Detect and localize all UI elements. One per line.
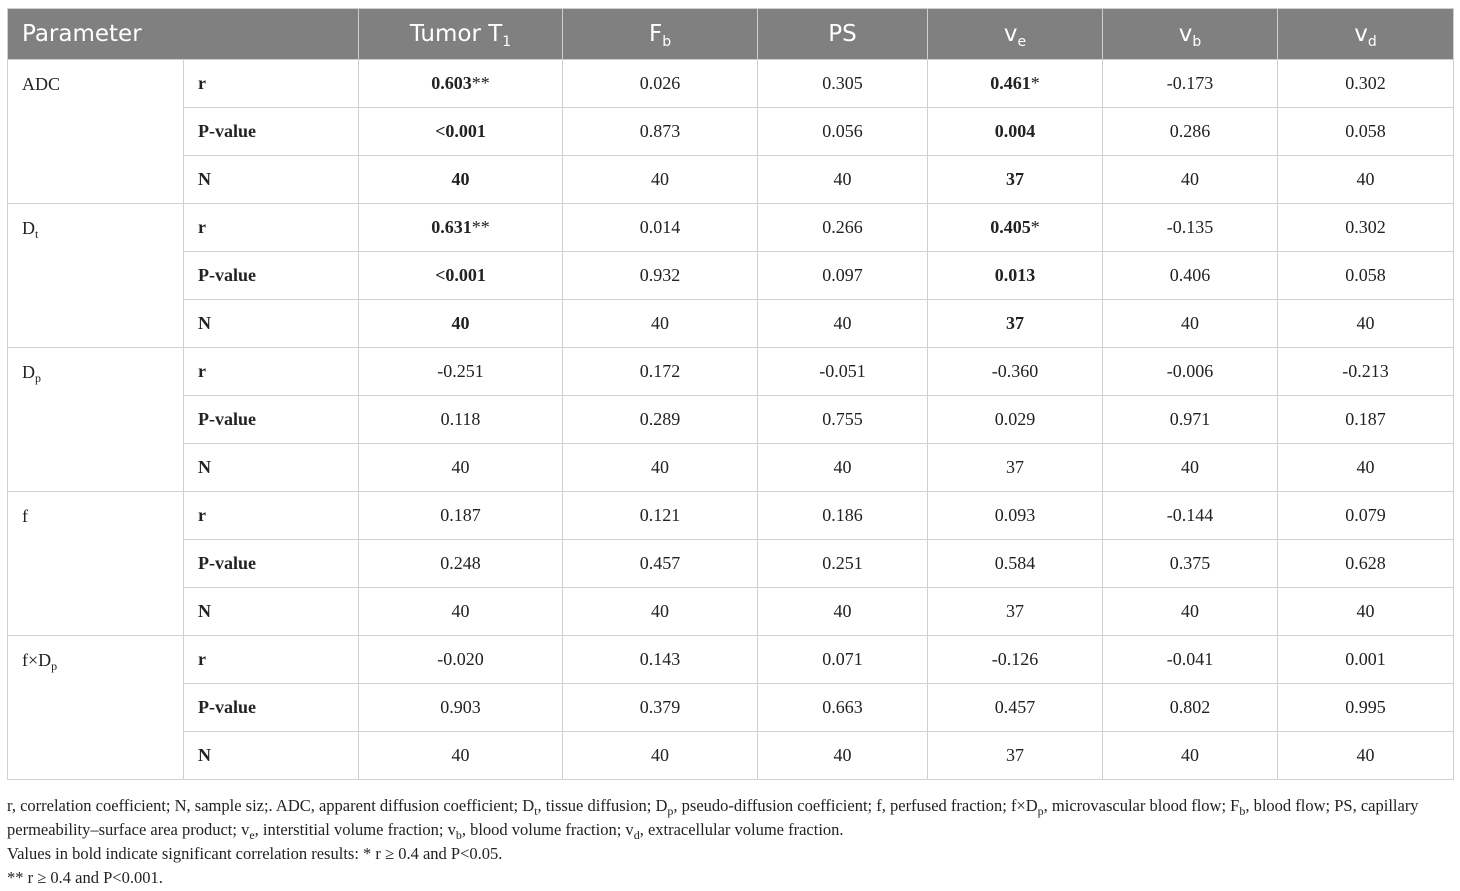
value-cell [758,252,928,300]
table-row [8,204,1454,252]
table-footnote [7,794,1455,890]
value-cell [758,732,928,780]
header-subscript: b [662,34,672,50]
value-cell [928,636,1103,684]
value-cell [1278,732,1454,780]
parameter-name: f×D [22,650,52,670]
value-cell [359,444,563,492]
cell-value: 0.631 [431,217,472,237]
table-row [8,444,1454,492]
cell-value: 0.093 [994,505,1036,525]
value-cell [1278,684,1454,732]
value-cell [563,588,758,636]
header-label: Tumor T [409,21,503,47]
cell-value: 0.013 [994,265,1036,285]
value-cell [1103,252,1278,300]
cell-value: 0.058 [1345,265,1386,285]
cell-value: 40 [651,169,670,189]
header-subscript: e [1017,34,1027,50]
value-cell [928,60,1103,108]
statistic-label: P-value [184,108,359,156]
cell-value: -0.213 [1342,361,1389,381]
value-cell [1278,60,1454,108]
value-cell [758,588,928,636]
cell-value: -0.251 [437,361,484,381]
statistic-label: N [184,156,359,204]
table-row [8,396,1454,444]
value-cell [758,684,928,732]
value-cell [758,300,928,348]
parameter-name: f [22,506,28,526]
value-cell [1278,156,1454,204]
header-label: v [1003,21,1018,47]
value-cell [563,540,758,588]
value-cell [928,444,1103,492]
table-row [8,540,1454,588]
table-row [8,60,1454,108]
value-cell [758,396,928,444]
footnote-subscript: e [249,828,255,842]
value-cell [928,156,1103,204]
footnote-text: , microvascular blood flow; F [1043,796,1240,815]
value-cell [758,636,928,684]
value-cell [1278,444,1454,492]
table-header [8,9,1454,60]
cell-value: 0.026 [639,73,681,93]
value-cell [359,540,563,588]
statistic-label: P-value [184,540,359,588]
header-parameter [8,9,359,60]
value-cell [563,252,758,300]
cell-value: 40 [651,313,670,333]
footnote-text: r, correlation coefficient; N, sample siz;. ADC, apparent diffusion coefficient; D [7,796,535,815]
cell-value: 0.302 [1345,73,1386,93]
cell-value: 40 [1356,745,1375,765]
cell-value: -0.041 [1166,649,1214,669]
value-cell [758,60,928,108]
value-cell [1278,108,1454,156]
cell-value: 0.001 [1345,649,1386,669]
value-cell [1103,60,1278,108]
cell-value: -0.135 [1166,217,1214,237]
cell-value: 0.058 [1345,121,1386,141]
header-label: v [1178,21,1193,47]
value-cell [1278,540,1454,588]
parameter-cell [8,636,184,780]
cell-value: 0.405 [990,217,1031,237]
statistic-label: r [184,492,359,540]
value-cell [928,684,1103,732]
footnote-double-asterisk-note: ** r ≥ 0.4 and P<0.001. [7,868,163,887]
value-cell [563,396,758,444]
value-cell [1278,588,1454,636]
footnote-text: , tissue diffusion; D [537,796,668,815]
cell-value: 0.121 [639,505,681,525]
value-cell [359,396,563,444]
cell-value: 0.457 [994,697,1036,717]
statistic-label: N [184,588,359,636]
cell-value: -0.173 [1166,73,1214,93]
table-row [8,156,1454,204]
header-label: v [1354,21,1368,47]
value-cell [758,540,928,588]
value-cell [1103,684,1278,732]
cell-value: 0.302 [1345,217,1386,237]
cell-value: <0.001 [435,121,486,141]
value-cell [563,684,758,732]
value-cell [359,492,563,540]
value-cell [359,204,563,252]
cell-value: 40 [1356,313,1375,333]
cell-value: 0.461 [990,73,1031,93]
value-cell [1103,444,1278,492]
cell-value: 0.603 [431,73,472,93]
value-cell [758,108,928,156]
cell-value: 40 [1181,169,1200,189]
cell-value: 40 [651,457,670,477]
footnote-text: , blood flow; PS, capillary permeability–surface area product; v [7,796,1419,839]
footnote-bold-note: Values in bold indicate significant correlation results: * r ≥ 0.4 and P<0.05. [7,844,503,863]
value-cell [1103,348,1278,396]
value-cell [1103,732,1278,780]
cell-value: 0.248 [440,553,481,573]
value-cell [359,684,563,732]
header-column [1103,9,1278,60]
value-cell [928,396,1103,444]
value-cell [359,300,563,348]
value-cell [928,588,1103,636]
cell-value: 40 [451,313,470,333]
value-cell [1103,300,1278,348]
value-cell [928,300,1103,348]
cell-value: 37 [1006,457,1025,477]
footnote-subscript: p [1037,804,1044,818]
cell-value: 0.379 [639,697,681,717]
footnote-subscript: p [667,804,674,818]
value-cell [563,492,758,540]
value-cell [359,156,563,204]
cell-value: 0.995 [1345,697,1386,717]
statistic-label: r [184,636,359,684]
cell-value: 0.187 [1345,409,1386,429]
value-cell [359,60,563,108]
footnote-subscript: b [455,828,462,842]
value-cell [563,156,758,204]
value-cell [928,492,1103,540]
cell-value: 0.097 [822,265,863,285]
value-cell [563,444,758,492]
footnote-subscript: d [633,828,640,842]
value-cell [359,588,563,636]
header-row [8,9,1454,60]
cell-value: 0.755 [822,409,863,429]
cell-value: 40 [833,169,852,189]
parameter-cell [8,348,184,492]
statistic-label: r [184,204,359,252]
value-cell [1103,588,1278,636]
header-column [359,9,563,60]
table-row [8,108,1454,156]
cell-value: 40 [1356,169,1375,189]
cell-value: <0.001 [435,265,486,285]
statistic-label: N [184,300,359,348]
header-column [758,9,928,60]
parameter-subscript: t [35,227,39,241]
cell-value: 0.663 [822,697,863,717]
cell-value: 0.056 [822,121,863,141]
header-column [1278,9,1454,60]
table-row [8,684,1454,732]
value-cell [1103,108,1278,156]
cell-value: 0.406 [1169,265,1211,285]
cell-value: 0.286 [1169,121,1211,141]
cell-value: 40 [833,457,852,477]
cell-value: -0.126 [991,649,1039,669]
value-cell [563,204,758,252]
cell-value: 40 [1356,601,1375,621]
cell-value: 0.457 [639,553,681,573]
cell-value: 40 [651,745,670,765]
value-cell [563,300,758,348]
value-cell [1278,252,1454,300]
table-row [8,492,1454,540]
header-label: F [648,21,663,47]
header-column [928,9,1103,60]
value-cell [928,348,1103,396]
parameter-subscript: p [51,659,58,673]
footnote-text: , interstitial volume fraction; v [254,820,456,839]
cell-value: -0.006 [1166,361,1214,381]
statistic-label: r [184,348,359,396]
table-body [8,60,1454,780]
table-row [8,252,1454,300]
cell-value: 40 [651,601,670,621]
cell-value: 0.079 [1345,505,1386,525]
cell-value: 0.903 [440,697,481,717]
table-row [8,732,1454,780]
value-cell [758,348,928,396]
value-cell [1278,636,1454,684]
cell-value: 0.289 [639,409,681,429]
table-row [8,588,1454,636]
cell-value: 40 [833,601,852,621]
cell-value: 37 [1006,601,1025,621]
cell-value: 40 [1181,745,1200,765]
cell-value: 0.172 [639,361,681,381]
cell-value: 0.118 [440,409,481,429]
value-cell [1103,204,1278,252]
cell-value: 40 [451,745,470,765]
significance-mark: ** [471,217,490,237]
value-cell [359,252,563,300]
header-subscript: 1 [502,34,512,50]
footnote-text: , blood volume fraction; v [461,820,634,839]
statistic-label: r [184,60,359,108]
statistic-label: P-value [184,252,359,300]
cell-value: 0.873 [639,121,681,141]
value-cell [1278,396,1454,444]
cell-value: 0.802 [1169,697,1211,717]
value-cell [563,348,758,396]
value-cell [359,348,563,396]
cell-value: 0.375 [1169,553,1211,573]
cell-value: 40 [833,313,852,333]
cell-value: -0.360 [991,361,1039,381]
header-subscript: b [1192,34,1202,50]
cell-value: 40 [1356,457,1375,477]
value-cell [359,732,563,780]
cell-value: 0.029 [994,409,1036,429]
value-cell [1278,492,1454,540]
cell-value: 40 [1181,457,1200,477]
value-cell [1103,156,1278,204]
cell-value: 0.014 [639,217,681,237]
significance-mark: * [1030,73,1040,93]
header-label: PS [828,21,857,47]
value-cell [1103,396,1278,444]
cell-value: -0.051 [819,361,866,381]
value-cell [1103,492,1278,540]
value-cell [928,204,1103,252]
statistic-label: P-value [184,396,359,444]
header-label: Parameter [22,21,142,47]
footnote-subscript: b [1239,804,1246,818]
cell-value: 37 [1006,169,1025,189]
statistic-label: N [184,444,359,492]
value-cell [563,732,758,780]
statistic-label: P-value [184,684,359,732]
cell-value: 0.004 [994,121,1036,141]
cell-value: 0.584 [994,553,1036,573]
table-row [8,348,1454,396]
significance-mark: * [1030,217,1040,237]
table-row [8,300,1454,348]
value-cell [928,252,1103,300]
footnote-subscript: t [534,804,538,818]
value-cell [1103,636,1278,684]
header-column [563,9,758,60]
cell-value: 0.071 [822,649,863,669]
cell-value: 0.628 [1345,553,1386,573]
cell-value: 40 [451,601,470,621]
cell-value: 0.186 [822,505,863,525]
statistic-label: N [184,732,359,780]
value-cell [359,108,563,156]
value-cell [758,204,928,252]
value-cell [359,636,563,684]
significance-mark: ** [471,73,490,93]
cell-value: 0.251 [822,553,863,573]
parameter-name: D [22,218,35,238]
value-cell [563,636,758,684]
parameter-subscript: p [35,371,41,385]
cell-value: 40 [833,745,852,765]
value-cell [1278,204,1454,252]
parameter-name: ADC [22,74,61,94]
cell-value: 40 [451,169,470,189]
value-cell [928,732,1103,780]
value-cell [928,540,1103,588]
cell-value: 0.305 [822,73,863,93]
cell-value: 40 [1181,601,1200,621]
parameter-cell [8,492,184,636]
value-cell [563,60,758,108]
value-cell [1278,348,1454,396]
cell-value: 0.187 [440,505,481,525]
value-cell [758,156,928,204]
parameter-name: D [22,362,35,382]
correlation-table-container [7,8,1453,780]
table-row [8,636,1454,684]
parameter-cell [8,60,184,204]
footnote-abbreviations [7,794,1455,842]
value-cell [563,108,758,156]
cell-value: 0.266 [822,217,863,237]
value-cell [1103,540,1278,588]
cell-value: -0.144 [1166,505,1214,525]
cell-value: -0.020 [437,649,484,669]
cell-value: 0.932 [639,265,681,285]
value-cell [928,108,1103,156]
cell-value: 37 [1006,745,1025,765]
parameter-cell [8,204,184,348]
cell-value: 0.971 [1169,409,1211,429]
cell-value: 0.143 [639,649,681,669]
value-cell [1278,300,1454,348]
cell-value: 40 [451,457,470,477]
value-cell [758,444,928,492]
cell-value: 40 [1181,313,1200,333]
footnote-text: , extracellular volume fraction. [639,820,844,839]
header-subscript: d [1367,34,1377,50]
footnote-text: , pseudo-diffusion coefficient; f, perfused fraction; f×D [673,796,1038,815]
cell-value: 37 [1006,313,1025,333]
value-cell [758,492,928,540]
correlation-table [7,8,1454,780]
